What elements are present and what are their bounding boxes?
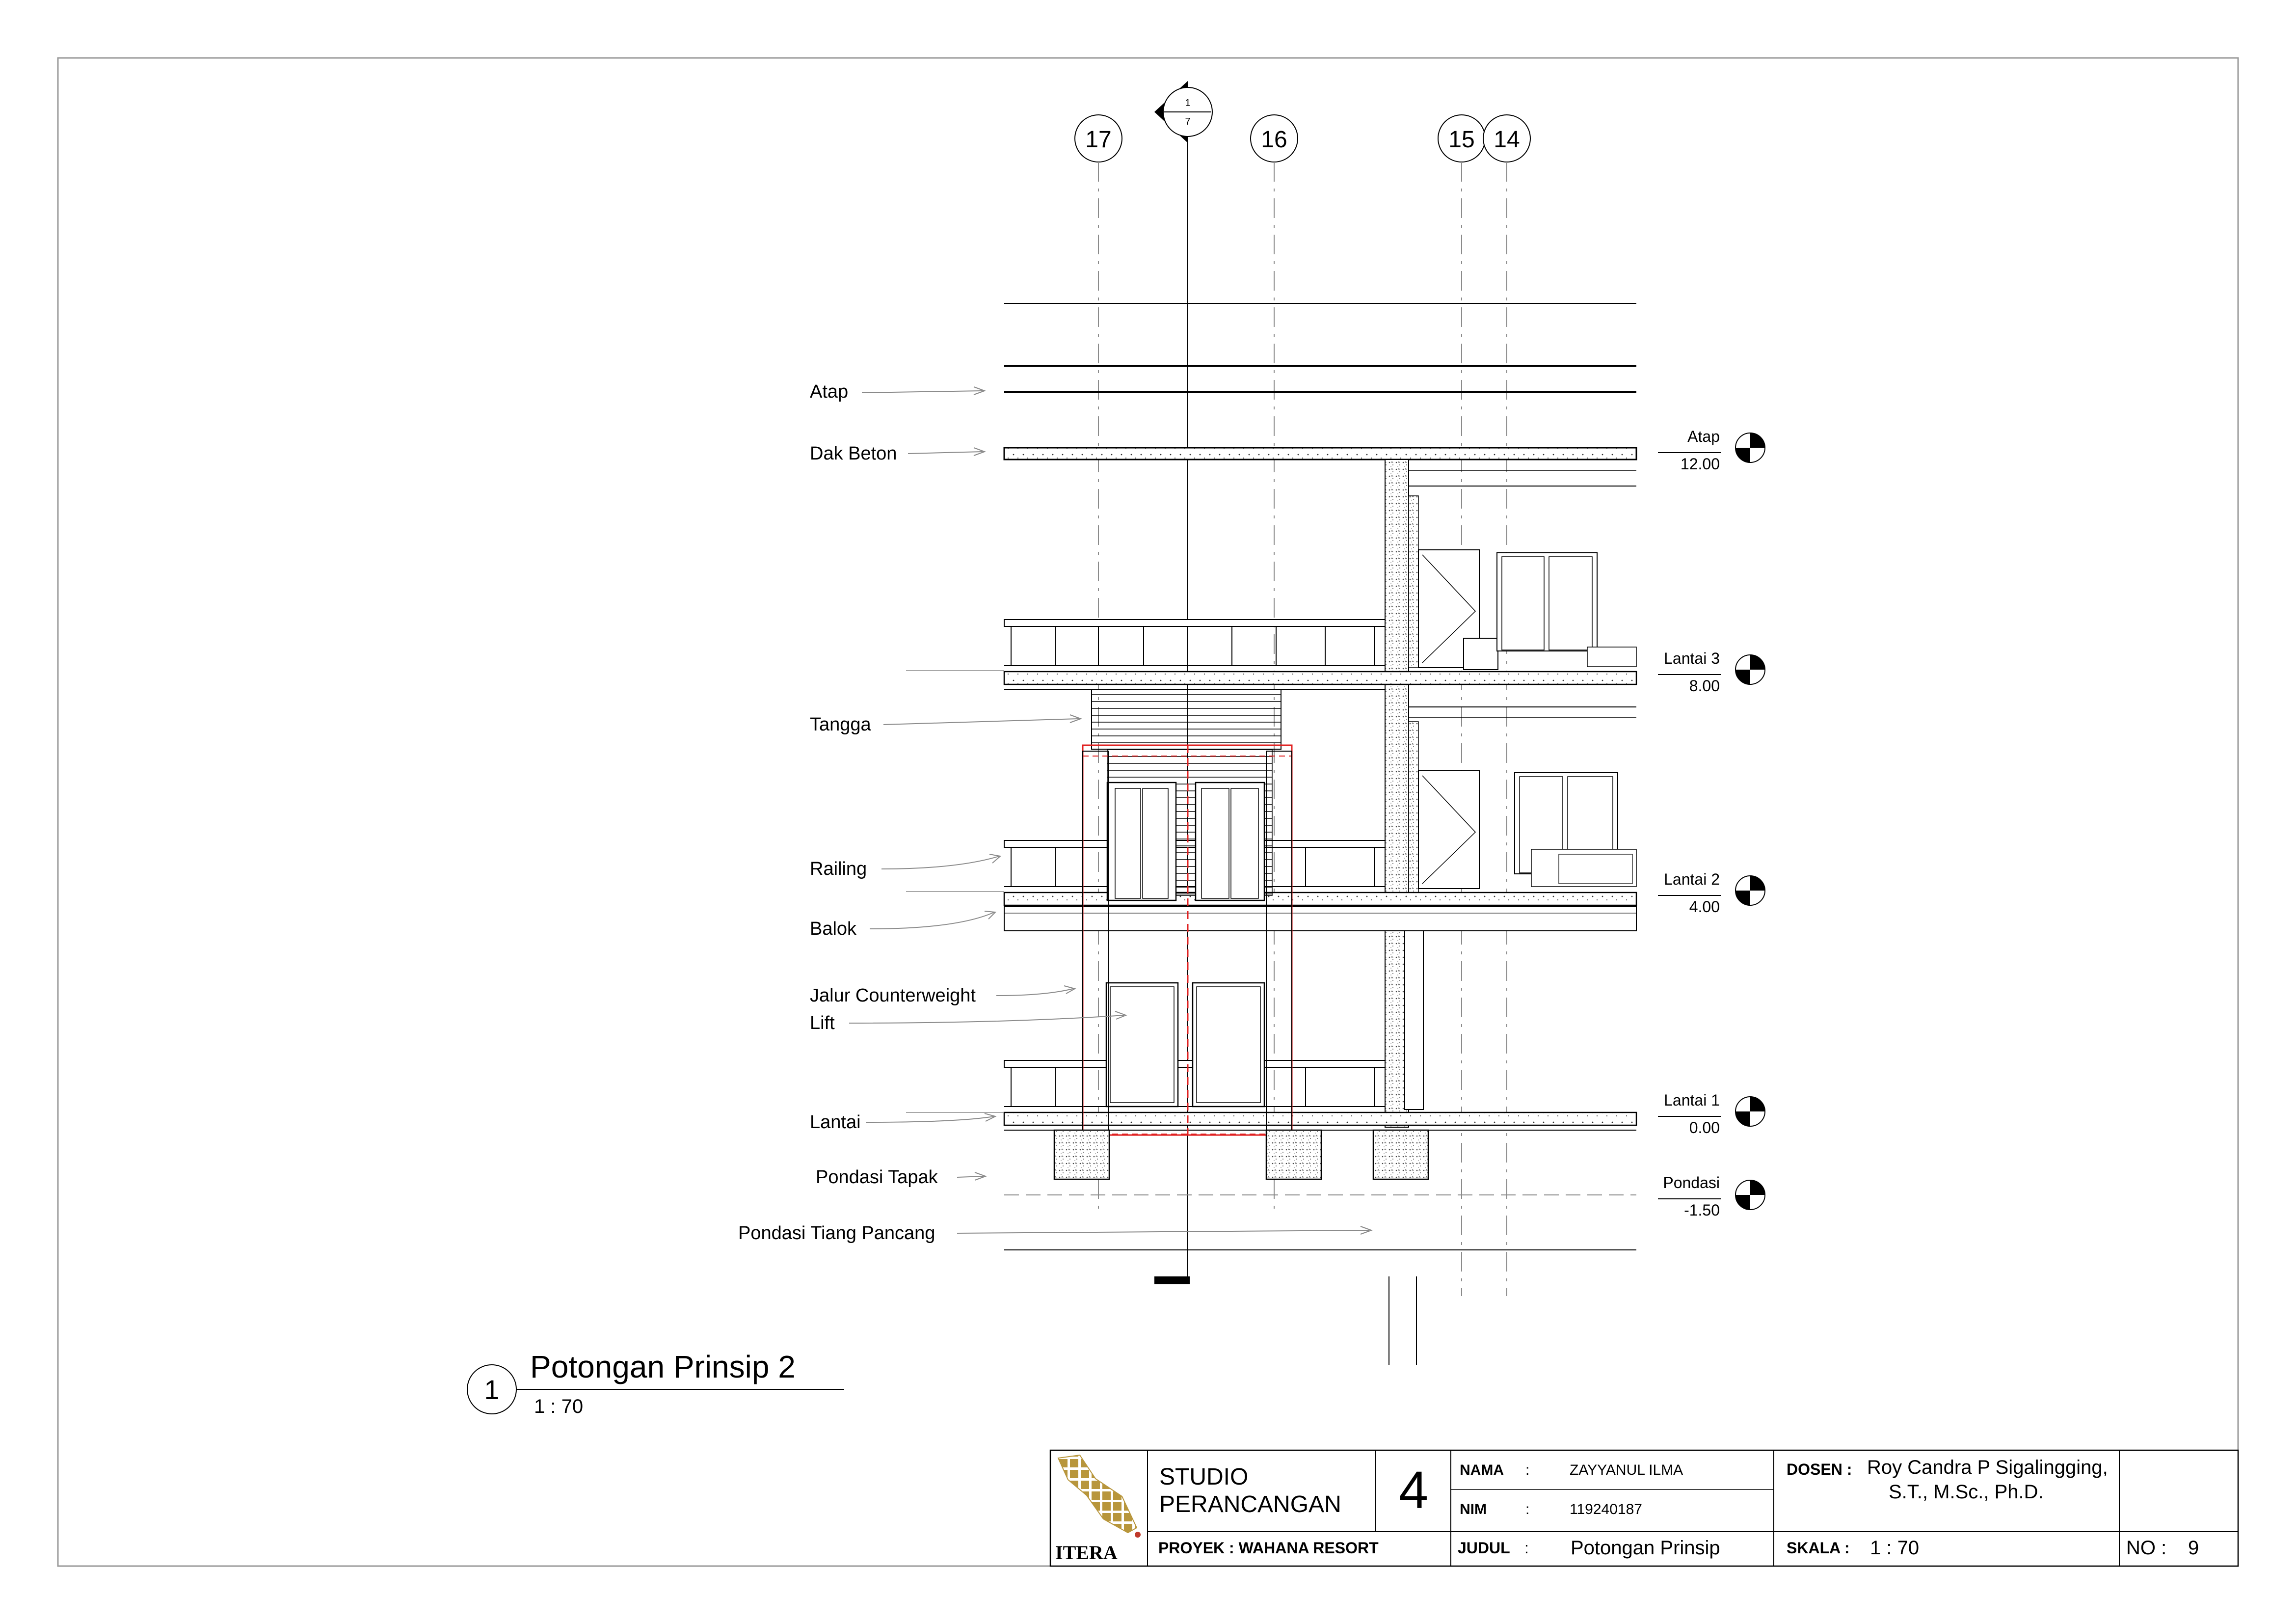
nama-value: ZAYYANUL ILMA — [1570, 1462, 1683, 1478]
annotation-balok-text: Balok — [810, 919, 857, 939]
railing-floor-3 — [1004, 620, 1385, 666]
level-elevation-pondasi: -1.50 — [1684, 1201, 1720, 1219]
level-name-pondasi: Pondasi — [1663, 1174, 1720, 1191]
view-title — [467, 1349, 844, 1417]
no-label: NO : — [2126, 1537, 2167, 1559]
annotation-tangga-text: Tangga — [810, 714, 871, 735]
studio-line-1: STUDIO — [1159, 1464, 1249, 1490]
level-marker-lantai-3 — [1658, 650, 1765, 695]
nama-label: NAMA — [1460, 1462, 1504, 1478]
level-name-lantai-1: Lantai 1 — [1664, 1091, 1720, 1109]
annotation-railing — [810, 854, 1000, 879]
section-marker-top: 1 — [1185, 98, 1191, 108]
annotation-jalur-counterweight-text: Jalur Counterweight — [810, 985, 976, 1006]
annotation-dak-beton-text: Dak Beton — [810, 443, 897, 464]
no-value: 9 — [2188, 1537, 2199, 1559]
level-name-lantai-2: Lantai 2 — [1664, 870, 1720, 888]
grid-label-16: 16 — [1261, 127, 1287, 153]
level-name-lantai-3: Lantai 3 — [1664, 650, 1720, 667]
level-marker-atap — [1658, 428, 1765, 473]
level-elevation-lantai-1: 0.00 — [1689, 1119, 1720, 1137]
annotation-lantai — [810, 1112, 995, 1133]
studio-line-2: PERANCANGAN — [1159, 1491, 1341, 1517]
roof — [1004, 303, 1636, 392]
floor-2-window — [1515, 773, 1636, 887]
foundation-lines — [1004, 1195, 1636, 1250]
nim-value: 119240187 — [1570, 1501, 1642, 1517]
annotation-atap-text: Atap — [810, 381, 849, 402]
skala-value: 1 : 70 — [1870, 1537, 1920, 1559]
annotation-pondasi-tiang-pancang — [738, 1223, 1371, 1244]
footing-2 — [1266, 1130, 1321, 1179]
proyek: PROYEK : WAHANA RESORT — [1158, 1539, 1379, 1557]
view-title-text: Potongan Prinsip 2 — [530, 1349, 796, 1384]
nim-label: NIM — [1460, 1501, 1487, 1517]
grid-label-17: 17 — [1085, 127, 1112, 153]
floor-2-door — [1418, 771, 1479, 889]
annotation-balok — [810, 911, 995, 939]
floor-3-door — [1418, 550, 1498, 670]
annotation-pondasi-tiang-pancang-text: Pondasi Tiang Pancang — [738, 1223, 935, 1244]
dosen-line-2: S.T., M.Sc., Ph.D. — [1889, 1481, 2044, 1503]
judul-label: JUDUL — [1458, 1539, 1510, 1557]
title-block — [1050, 1450, 2238, 1566]
dosen-line-1: Roy Candra P Sigalingging, — [1867, 1457, 2108, 1478]
skala-label: SKALA : — [1787, 1539, 1850, 1557]
dosen-label: DOSEN : — [1787, 1461, 1852, 1478]
grid-label-14: 14 — [1494, 127, 1520, 153]
annotation-lift — [810, 1011, 1126, 1033]
view-scale: 1 : 70 — [534, 1396, 584, 1417]
annotation-pondasi-tapak — [816, 1167, 986, 1188]
annotation-pondasi-tapak-text: Pondasi Tapak — [816, 1167, 938, 1188]
judul-colon: : — [1524, 1539, 1529, 1557]
section-marker-bottom: 7 — [1185, 116, 1191, 127]
annotation-atap — [810, 381, 985, 402]
logo-text: ITERA — [1055, 1542, 1118, 1564]
nama-colon: : — [1525, 1462, 1530, 1478]
level-elevation-atap: 12.00 — [1680, 455, 1720, 473]
annotation-jalur-counterweight — [810, 985, 1075, 1006]
level-elevation-lantai-3: 8.00 — [1689, 677, 1720, 695]
footing-1 — [1054, 1130, 1109, 1179]
nim-colon: : — [1525, 1501, 1530, 1517]
concrete-roof-slab — [1004, 448, 1636, 460]
floor-3-window — [1497, 553, 1636, 667]
view-number: 1 — [484, 1374, 500, 1405]
level-elevation-lantai-2: 4.00 — [1689, 898, 1720, 916]
judul-value: Potongan Prinsip — [1571, 1537, 1720, 1559]
annotation-lift-text: Lift — [810, 1013, 835, 1033]
level-marker-pondasi — [1658, 1174, 1765, 1219]
annotation-tangga — [810, 714, 1081, 735]
floor-3-slab — [906, 671, 1636, 689]
floor-2-slab — [906, 892, 1636, 931]
annotation-dak-beton — [810, 443, 985, 464]
level-marker-lantai-1 — [1658, 1091, 1765, 1137]
level-marker-lantai-2 — [1658, 870, 1765, 916]
floor-1-slab — [906, 1112, 1636, 1130]
grid-label-15: 15 — [1448, 127, 1475, 153]
annotation-railing-text: Railing — [810, 859, 867, 879]
footing-3 — [1373, 1130, 1428, 1179]
annotation-lantai-text: Lantai — [810, 1112, 861, 1133]
level-name-atap: Atap — [1687, 428, 1720, 445]
studio-number: 4 — [1398, 1460, 1429, 1519]
